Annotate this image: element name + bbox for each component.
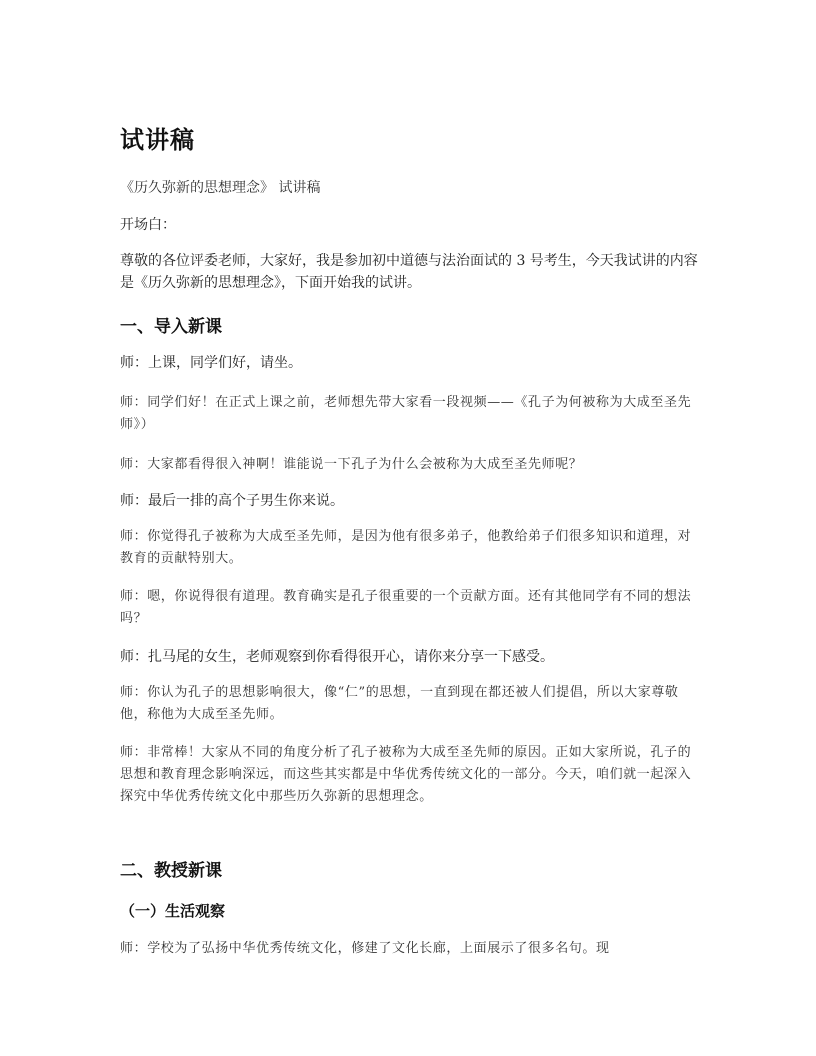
- dialogue-paragraph: 师：上课，同学们好，请坐。: [120, 355, 302, 371]
- dialogue-paragraph: 师：大家都看得很入神啊！谁能说一下孔子为什么会被称为大成至圣先师呢？: [120, 457, 583, 472]
- dialogue-paragraph: 师：嗯，你说得很有道理。教育确实是孔子很重要的一个贡献方面。还有其他同学有不同的想法吗？: [120, 589, 692, 626]
- dialogue-paragraph: 师：你认为孔子的思想影响很大，像“仁”的思想，一直到现在都还被人们提倡，所以大家尊敬他，称他为大成至圣先师。: [120, 685, 679, 722]
- page-title: 试讲稿: [120, 125, 195, 154]
- dialogue-paragraph: 师：扎马尾的女生，老师观察到你看得很开心，请你来分享一下感受。: [120, 649, 554, 665]
- subsection-heading-observation: （一）生活观察: [120, 902, 226, 920]
- opening-paragraph: 尊敬的各位评委老师，大家好，我是参加初中道德与法治面试的 3 号考生，今天我试讲的内容是《历久弥新的思想理念》，下面开始我的试讲。: [120, 253, 698, 291]
- dialogue-paragraph: 师：最后一排的高个子男生你来说。: [120, 493, 344, 509]
- dialogue-paragraph: 师：同学们好！在正式上课之前，老师想先带大家看一段视频——《孔子为何被称为大成至圣先师》）: [120, 395, 692, 432]
- dialogue-paragraph: 师：你觉得孔子被称为大成至圣先师，是因为他有很多弟子，他教给弟子们很多知识和道理，对教育的贡献特别大。: [120, 529, 692, 566]
- dialogue-paragraph: 师：非常棒！大家从不同的角度分析了孔子被称为大成至圣先师的原因。正如大家所说，孔子的思想和教育理念影响深远，而这些其实都是中华优秀传统文化的一部分。今天，咱们就一起深入探究中华优秀传统文化中那些历久弥新的思想理念。: [120, 745, 692, 804]
- section-heading-intro: 一、导入新课: [120, 317, 222, 337]
- dialogue-paragraph: 师：学校为了弘扬中华优秀传统文化，修建了文化长廊，上面展示了很多名句。现: [120, 941, 610, 956]
- section-heading-teach: 二、教授新课: [120, 861, 222, 881]
- document-subtitle: 《历久弥新的思想理念》 试讲稿: [120, 180, 321, 196]
- opening-label: 开场白：: [120, 217, 176, 233]
